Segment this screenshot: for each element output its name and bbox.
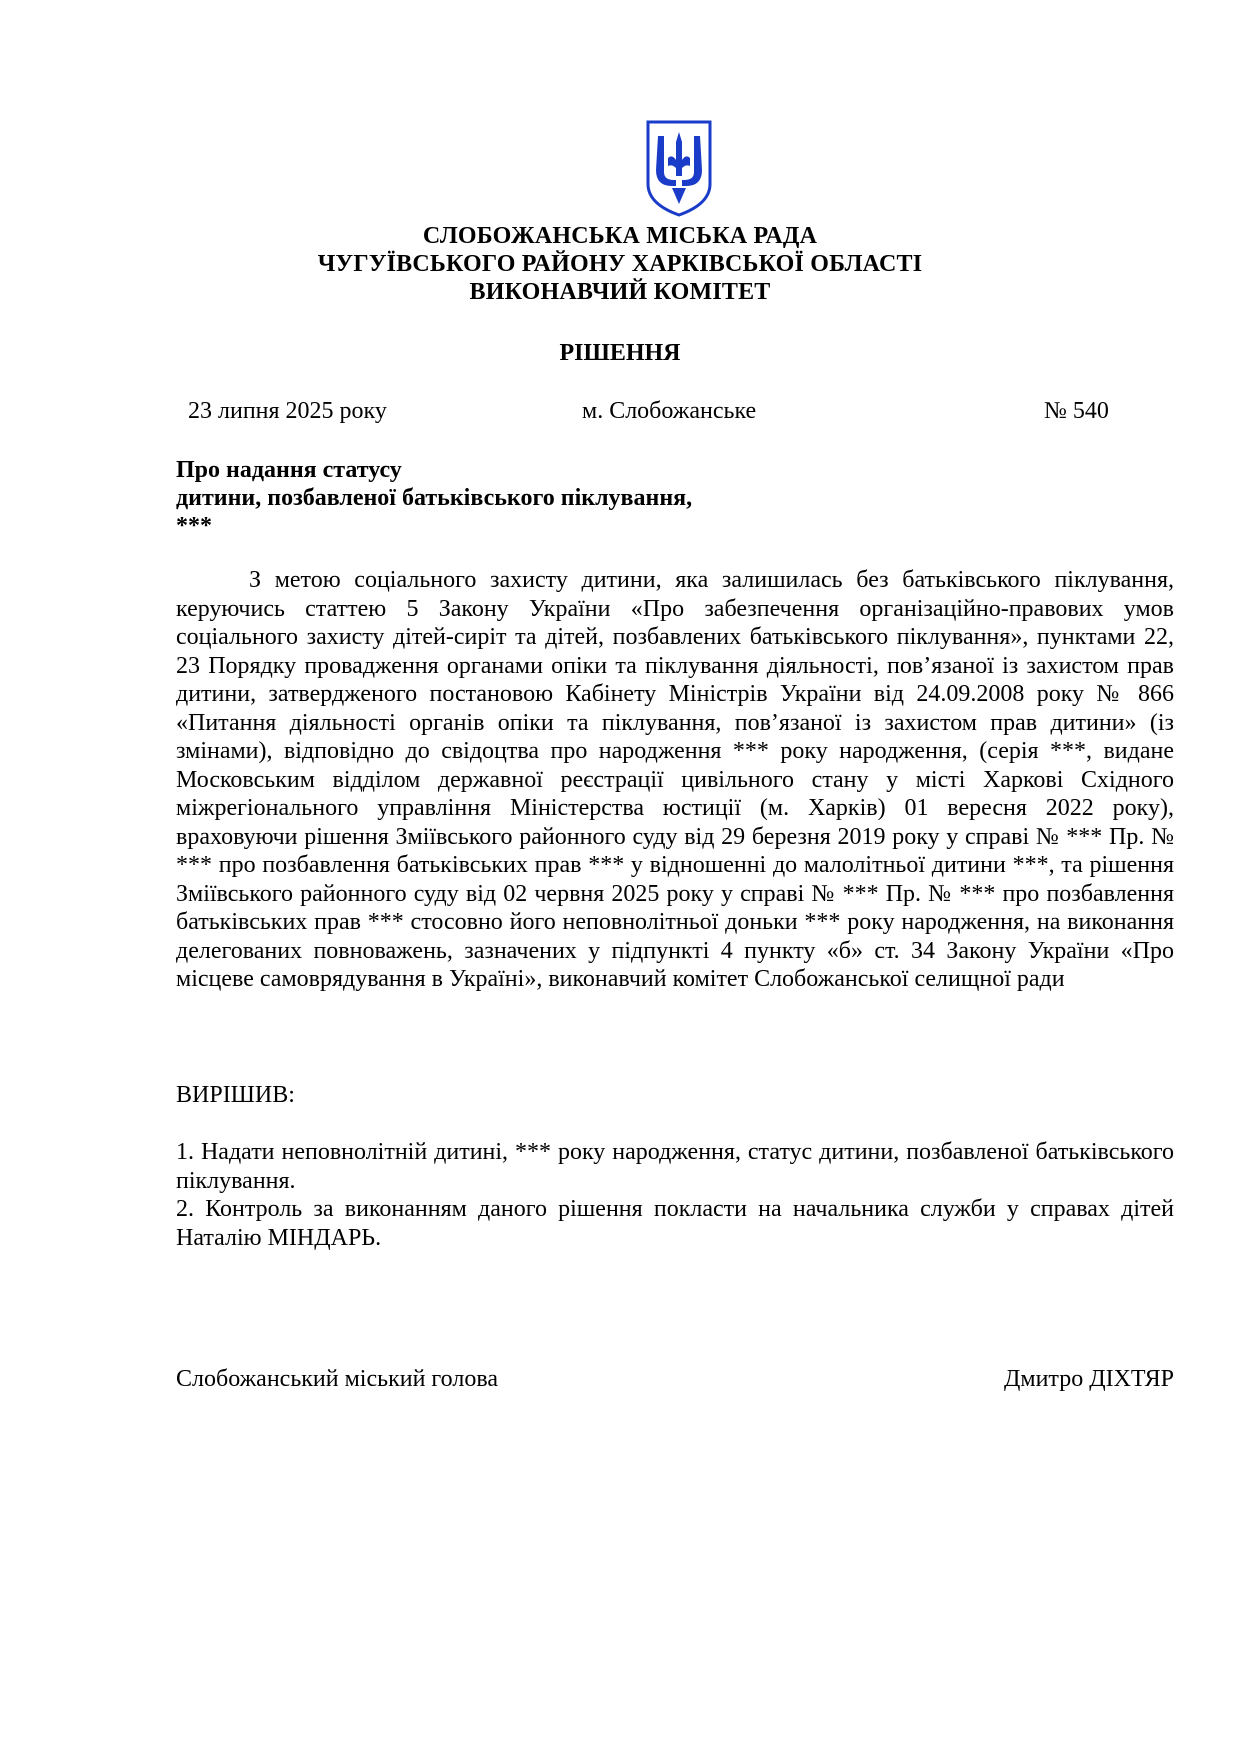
preamble-paragraph: З метою соціального захисту дитини, яка залишилась без батьківського піклування, керуючись статтею 5 Закону України «Про забезпечення організаційно-правових умов соціального захисту дітей-сиріт та дітей, позбавлених батьківського піклування», пунктами 22, 23 Порядку провадження органами опіки та піклування діяльності, пов’язаної із захистом прав дитини, затвердженого постановою Кабінету Міністрів України від 24.09.2008 року № 866 «Питання діяльності органів опіки та піклування, пов’язаної із захистом прав дитини» (із змінами), відповідно до свідоцтва про народження *** року народження, (серія ***, видане Московським відділом державної реєстрації цивільного стану у місті Харкові Східного міжрегіонального управління Міністерства юстиції (м. Харків) 01 вересня 2022 року), враховуючи рішення Зміївського районного суду від 29 березня 2019 року у справі № *** Пр. № *** про позбавлення батьківських прав *** у відношенні до малолітньої дитини ***, та рішення Зміївського районного суду від 02 червня 2025 року у справі № *** Пр. № *** про позбавлення батьківських прав *** стосовно його неповнолітньої доньки *** року народження, на виконання делегованих повноважень, зазначених у підпункті 4 пункту «б» ст. 34 Закону України «Про місцеве самоврядування в Україні», виконавчий комітет Слобожанської селищної ради <box>176 567 1174 992</box>
decision-point-1: 1. Надати неповнолітній дитині, *** року народження, статус дитини, позбавленої батьківського піклування. <box>176 1139 1174 1194</box>
resolve-label: ВИРІШИВ: <box>176 1082 295 1108</box>
header-committee-name: ВИКОНАВЧИЙ КОМІТЕТ <box>469 279 771 305</box>
council-header <box>0 222 1240 306</box>
header-district-name: ЧУГУЇВСЬКОГО РАЙОНУ ХАРКІВСЬКОЇ ОБЛАСТІ <box>317 251 923 277</box>
decision-number: № 540 <box>1044 398 1109 424</box>
subject-line-2: дитини, позбавленої батьківського піклування, <box>176 485 693 511</box>
decision-point-2: 2. Контроль за виконанням даного рішення покласти на начальника служби у справах дітей Наталію МІНДАРЬ. <box>176 1196 1174 1251</box>
decision-subject <box>176 456 692 540</box>
ukraine-trident-emblem-icon <box>644 118 714 218</box>
signatory-title: Слобожанський міський голова <box>176 1366 498 1392</box>
decision-points <box>176 1138 1174 1252</box>
header-council-name: СЛОБОЖАНСЬКА МІСЬКА РАДА <box>422 223 818 249</box>
document-type-title: РІШЕННЯ <box>559 340 681 366</box>
subject-line-3: *** <box>176 513 212 539</box>
decision-date: 23 липня 2025 року <box>188 398 387 424</box>
signatory-name: Дмитро ДІХТЯР <box>1004 1366 1174 1392</box>
decision-place: м. Слобожанське <box>582 398 757 424</box>
subject-line-1: Про надання статусу <box>176 457 402 483</box>
